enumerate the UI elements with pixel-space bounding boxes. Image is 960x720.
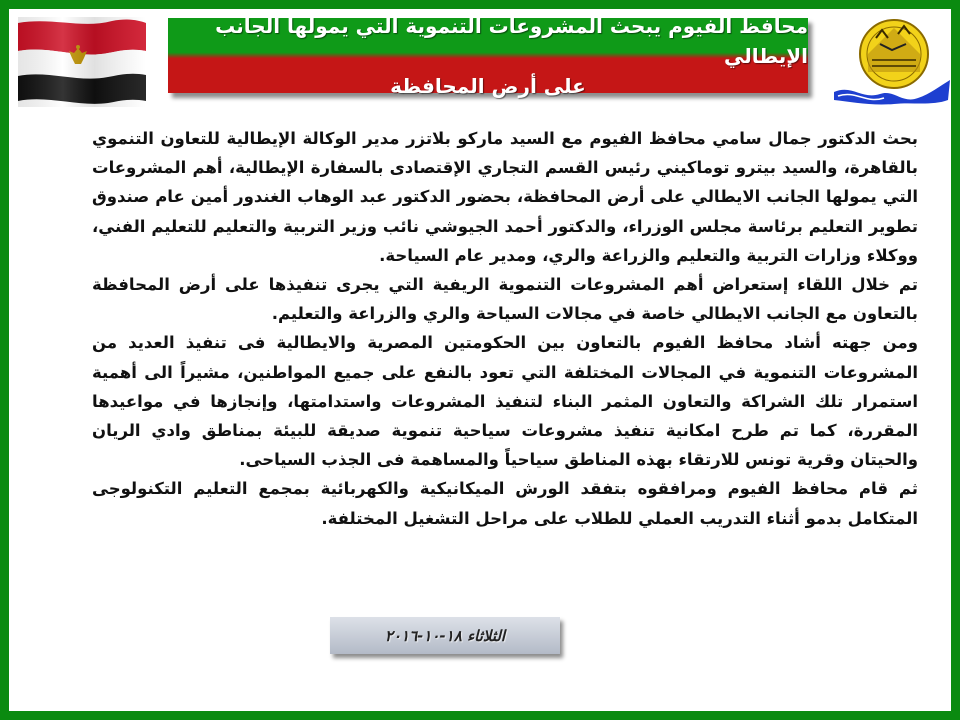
article-paragraph: ثم قام محافظ الفيوم ومرافقوه بتفقد الورش الميكانيكية والكهربائية بمجمع التعليم التكنولوجى المتكامل بدمو أثناء التدريب العملي للطلاب على مراحل التشغيل المختلفة. [92, 479, 918, 528]
egypt-flag-icon [12, 15, 152, 107]
fayoum-governorate-logo-icon [832, 14, 952, 106]
title-banner [168, 13, 808, 98]
article-paragraph: ومن جهته أشاد محافظ الفيوم بالتعاون بين الحكومتين المصرية والايطالية فى تنفيذ العديد من المشروعات التنموية في المجالات المختلفة التي تعود بالنفع على جميع المواطنين، مشيراً الى أهمية استمرار تلك الشراكة والتعاون المثمر البناء لتنفيذ المشروعات واستدامتها، وإنجازها في مواعيدها المقررة، كما تم طرح امكانية تنفيذ مشروعات سياحية تنموية صديقة للبيئة بمناطق وادي الريان والحيتان وقرية تونس للارتقاء بهذه المناطق سياحياً والمساهمة فى الجذب السياحى. [92, 333, 918, 470]
article-paragraph: تم خلال اللقاء إستعراض أهم المشروعات التنموية الريفية التي يجرى تنفيذها على أرض المحافظة بالتعاون مع الجانب الايطالي خاصة في مجالات السياحة والري والزراعة والتعليم. [92, 275, 918, 324]
article-body [92, 124, 918, 533]
title-line-1: محافظ الفيوم يبحث المشروعات التنموية التي يمولها الجانب الإيطالي [215, 13, 808, 68]
article-paragraph: بحث الدكتور جمال سامي محافظ الفيوم مع السيد ماركو بلاتزر مدير الوكالة الإيطالية للتعاون التنموي بالقاهرة، والسيد بيترو توماكيني رئيس القسم التجاري الإقتصادى بالسفارة الإيطالية، أهم المشروعات التي يمولها الجانب الايطالي على أرض المحافظة، بحضور الدكتور عبد الوهاب الغندور أمين عام صندوق تطوير التعليم برئاسة مجلس الوزراء، والدكتور أحمد الجيوشي نائب وزير التربية والتعليم للتعليم الفني، ووكلاء وزارات التربية والتعليم والزراعة والري، ومدير عام السياحة. [92, 129, 918, 265]
date-label: الثلاثاء ١٨-١٠-٢٠١٦ [330, 617, 560, 654]
title-line-2: على أرض المحافظة [390, 73, 586, 98]
